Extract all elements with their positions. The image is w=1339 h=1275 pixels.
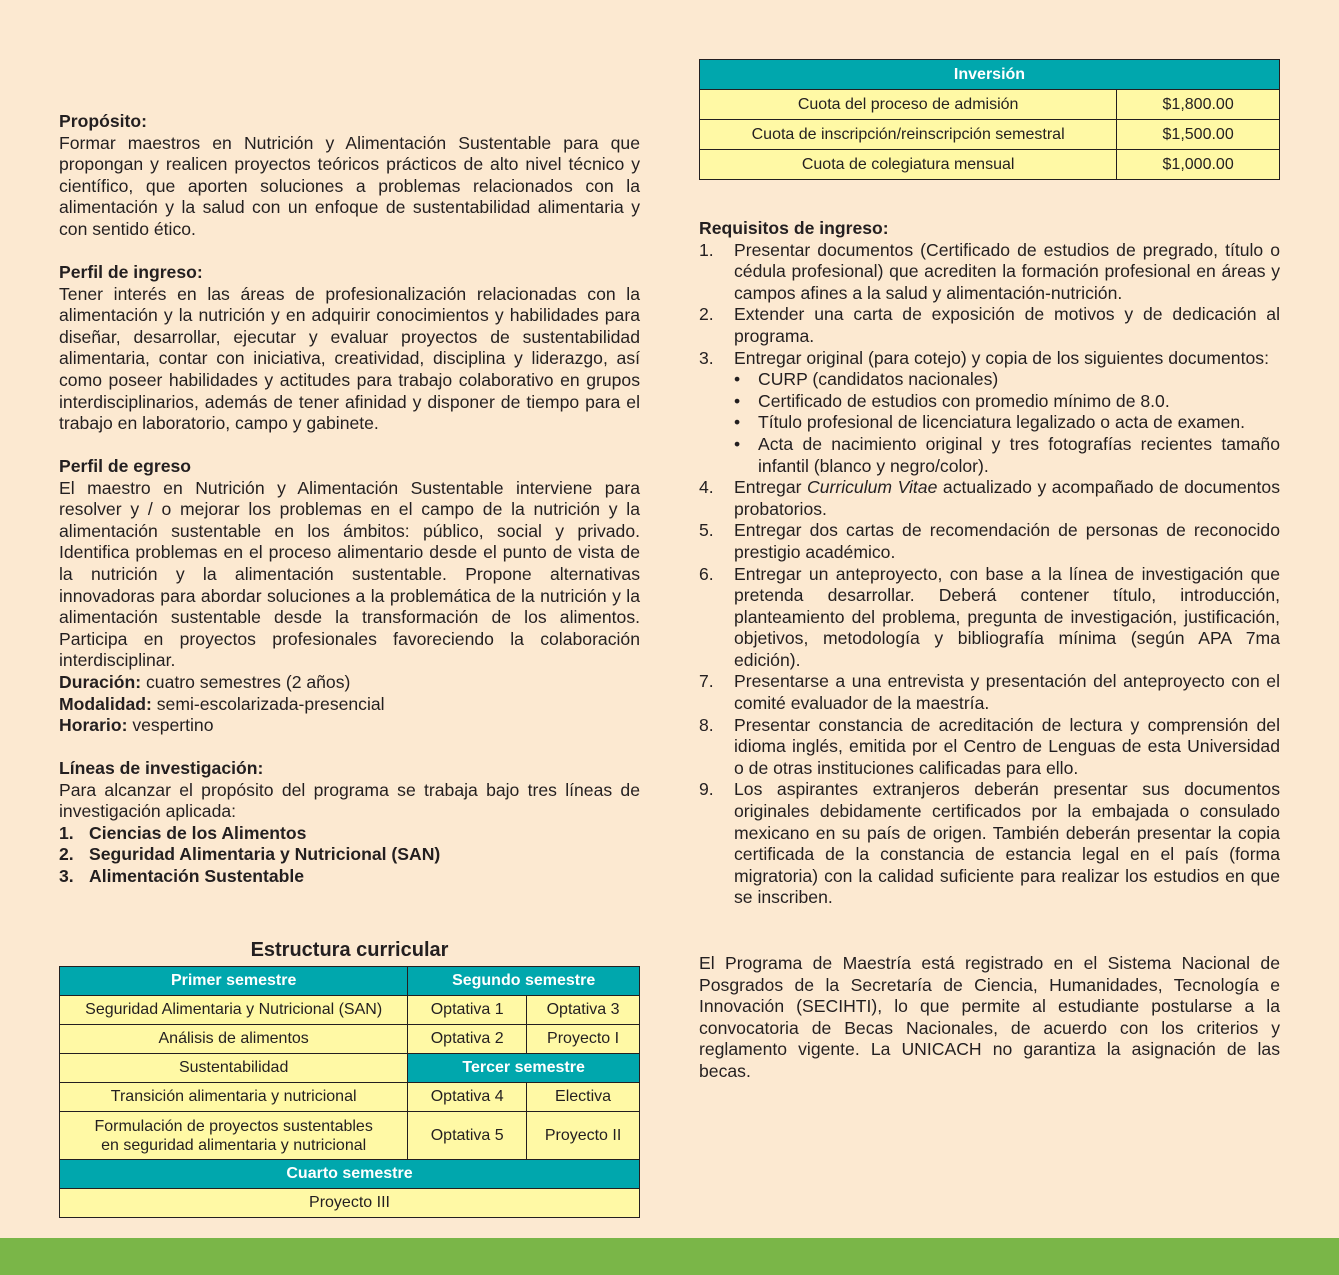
bullet-icon: • [734, 412, 741, 433]
horario-line [59, 715, 640, 737]
table-cell [60, 1112, 408, 1160]
table-cell: Cuota del proceso de admisión [700, 90, 1117, 120]
list-item-text: Entregar [734, 477, 808, 498]
list-number: 5. [699, 520, 714, 541]
nota-paragraph: El Programa de Maestría está registrado en el Sistema Nacional de Posgrados de la Secretaría de Ciencia, Humanidades, Tecnología e Innovación (SECIHTI), lo que permite al estudiante postularse a la convocatoria de Becas Nacionales, de acuerdo con los criterios y reglamento vigente. La UNICACH no garantiza la asignación de las becas. [699, 953, 1280, 1081]
lineas-item-label: Ciencias de los Alimentos [89, 822, 307, 843]
inversion-header: Inversión [700, 60, 1280, 90]
list-item-text: Entregar dos cartas de recomendación de personas de reconocido prestigio académico. [734, 520, 1280, 562]
list-item [699, 671, 1280, 714]
perfil-egreso-text: El maestro en Nutrición y Alimentación Sustentable interviene para resolver y / o mejorar los problemas en el campo de la nutrición y la alimentación sustentable en los ámbitos: público, social y privado. Identifica problemas en el proceso alimentario desde el punto de vista de la nutrición y la alimentación sustentable. Propone alternativas innovadoras para abordar soluciones a la problemática de la nutrición y la alimentación sustentable desde la transformación de los alimentos. Participa en proyectos profesionales favoreciendo la colaboración interdisciplinar. [59, 477, 640, 671]
table-cell-line: Formulación de proyectos sustentables [94, 1117, 373, 1135]
table-cell: Proyecto I [527, 1025, 640, 1054]
list-item [699, 779, 1280, 909]
bullet-text: Acta de nacimiento original y tres fotografías recientes tamaño infantil (blanco y negro/color). [758, 433, 1280, 476]
cuarto-semestre-header: Cuarto semestre [60, 1160, 640, 1189]
table-cell: Optativa 1 [408, 996, 527, 1025]
tercer-semestre-header: Tercer semestre [408, 1054, 640, 1083]
list-item-text: Presentar documentos (Certificado de estudios de pregrado, título o cédula profesional) que acrediten la formación profesional en áreas y campos afines a la salud y alimentación-nutrición. [734, 239, 1280, 303]
list-number: 9. [699, 779, 714, 800]
table-row [700, 150, 1280, 180]
footer-bar [0, 1238, 1339, 1275]
lineas-text: Para alcanzar el propósito del programa se trabaja bajo tres líneas de investigación aplicada: [59, 779, 640, 822]
estructura-section [59, 938, 640, 1218]
list-number: 3. [699, 347, 714, 368]
bullet-item [734, 369, 1280, 391]
table-cell: Optativa 5 [408, 1112, 527, 1160]
lineas-item-number: 2. [59, 844, 74, 865]
table-cell: Cuota de colegiatura mensual [700, 150, 1117, 180]
bullet-icon: • [734, 390, 741, 411]
bullet-item [734, 434, 1280, 477]
lineas-item-label: Seguridad Alimentaria y Nutricional (SAN) [89, 844, 441, 865]
table-cell: Optativa 3 [527, 996, 640, 1025]
list-number: 4. [699, 477, 714, 498]
bullet-item [734, 412, 1280, 434]
lineas-item-number: 3. [59, 865, 74, 886]
list-item [699, 564, 1280, 672]
list-item-text: Entregar un anteproyecto, con base a la línea de investigación que pretenda desarrollar. Deberá contener título, introducción, planteamiento del problema, pregunta de investigación, justificación, objetivos, metodología y bibliografía mínima (según APA 7ma edición). [734, 563, 1280, 670]
table-row [700, 90, 1280, 120]
list-item [699, 240, 1280, 305]
table-cell: Cuota de inscripción/reinscripción semestral [700, 120, 1117, 150]
list-item-text: Presentarse a una entrevista y presentación del anteproyecto con el comité evaluador de la maestría. [734, 671, 1280, 714]
segundo-semestre-header: Segundo semestre [408, 967, 640, 996]
list-item-text: Presentar constancia de acreditación de lectura y comprensión del idioma inglés, emitida por el Centro de Lenguas de esta Universidad o de otras instituciones calificadas para ello. [734, 714, 1280, 778]
duracion-value: cuatro semestres (2 años) [141, 671, 351, 692]
requisitos-list [699, 240, 1280, 909]
proposito-section [59, 111, 640, 241]
table-cell: Sustentabilidad [60, 1054, 408, 1083]
primer-semestre-header: Primer semestre [60, 967, 408, 996]
bullet-text: Certificado de estudios con promedio mínimo de 8.0. [758, 390, 1170, 411]
list-item [699, 348, 1280, 478]
lineas-item [59, 866, 640, 888]
table-cell: Electiva [527, 1083, 640, 1112]
lineas-list [59, 823, 640, 888]
modalidad-line [59, 694, 640, 716]
proposito-title: Propósito: [59, 111, 147, 131]
bullet-text: CURP (candidatos nacionales) [758, 369, 999, 390]
lineas-item [59, 844, 640, 866]
table-cell: Optativa 2 [408, 1025, 527, 1054]
table-cell: $1,000.00 [1117, 150, 1280, 180]
list-item [699, 477, 1280, 520]
perfil-ingreso-section [59, 262, 640, 435]
perfil-ingreso-title: Perfil de ingreso: [59, 262, 203, 282]
table-cell: $1,500.00 [1117, 120, 1280, 150]
table-cell: Transición alimentaria y nutricional [60, 1083, 408, 1112]
perfil-egreso-section [59, 456, 640, 737]
horario-value: vespertino [127, 715, 214, 736]
list-item [699, 304, 1280, 347]
bullet-icon: • [734, 369, 741, 390]
requisitos-title: Requisitos de ingreso: [699, 218, 889, 238]
requisitos-section [699, 218, 1280, 909]
list-number: 7. [699, 671, 714, 692]
lineas-item-number: 1. [59, 822, 74, 843]
lineas-title: Líneas de investigación: [59, 758, 264, 778]
list-item-text: actualizado y acompañado de documentos probatorios. [734, 477, 1280, 519]
list-item-italic: Curriculum Vitae [807, 477, 938, 498]
list-number: 6. [699, 563, 714, 584]
estructura-title: Estructura curricular [250, 939, 449, 961]
estructura-table [59, 966, 640, 1218]
lineas-item [59, 823, 640, 845]
bullet-text: Título profesional de licenciatura legalizado o acta de examen. [758, 412, 1246, 433]
bullet-icon: • [734, 433, 741, 454]
table-cell: Análisis de alimentos [60, 1025, 408, 1054]
perfil-egreso-title: Perfil de egreso [59, 456, 192, 476]
list-item [699, 715, 1280, 780]
inversion-table [699, 59, 1280, 180]
requisitos-sublist [734, 369, 1280, 477]
perfil-ingreso-text: Tener interés en las áreas de profesionalización relacionadas con la alimentación y la nutrición y en adquirir conocimientos y habilidades para diseñar, desarrollar, ejecutar y evaluar proyectos de sustentabilidad alimentaria, contar con iniciativa, creatividad, disciplina y liderazgo, así como poseer habilidades y actitudes para trabajo colaborativo en grupos interdisciplinarios, además de tener afinidad y disponer de tiempo para el trabajo en laboratorio, campo y gabinete. [59, 283, 640, 434]
list-number: 8. [699, 714, 714, 735]
table-cell: Optativa 4 [408, 1083, 527, 1112]
modalidad-label: Modalidad: [59, 693, 152, 714]
inversion-section [699, 59, 1280, 180]
table-cell: Proyecto II [527, 1112, 640, 1160]
table-cell-line: en seguridad alimentaria y nutricional [101, 1136, 367, 1154]
proposito-text: Formar maestros en Nutrición y Alimentación Sustentable para que propongan y realicen proyectos teóricos prácticos de alto nivel técnico y científico, que aporten soluciones a problemas relacionados con la alimentación y la salud con un enfoque de sustentabilidad alimentaria y con sentido ético. [59, 132, 640, 239]
horario-label: Horario: [59, 715, 128, 736]
duracion-label: Duración: [59, 671, 142, 692]
list-number: 1. [699, 239, 714, 260]
list-item-text: Extender una carta de exposición de motivos y de dedicación al programa. [734, 304, 1280, 346]
list-item-text: Los aspirantes extranjeros deberán presentar sus documentos originales debidamente certificados por la embajada o consulado mexicano en su país de origen. También deberán presentar la copia certificada de la constancia de estancia legal en el país (forma migratoria) con la calidad suficiente para realizar los estudios en que se inscriben. [734, 779, 1280, 908]
duracion-line [59, 672, 640, 694]
lineas-section [59, 758, 640, 888]
table-cell: Proyecto III [60, 1189, 640, 1218]
list-item-text: Entregar original (para cotejo) y copia de los siguientes documentos: [734, 347, 1269, 368]
table-row [700, 120, 1280, 150]
table-cell: Seguridad Alimentaria y Nutricional (SAN) [60, 996, 408, 1025]
list-item [699, 520, 1280, 563]
lineas-item-label: Alimentación Sustentable [89, 865, 305, 886]
modalidad-value: semi-escolarizada-presencial [151, 693, 385, 714]
bullet-item [734, 391, 1280, 413]
list-number: 2. [699, 304, 714, 325]
table-cell: $1,800.00 [1117, 90, 1280, 120]
